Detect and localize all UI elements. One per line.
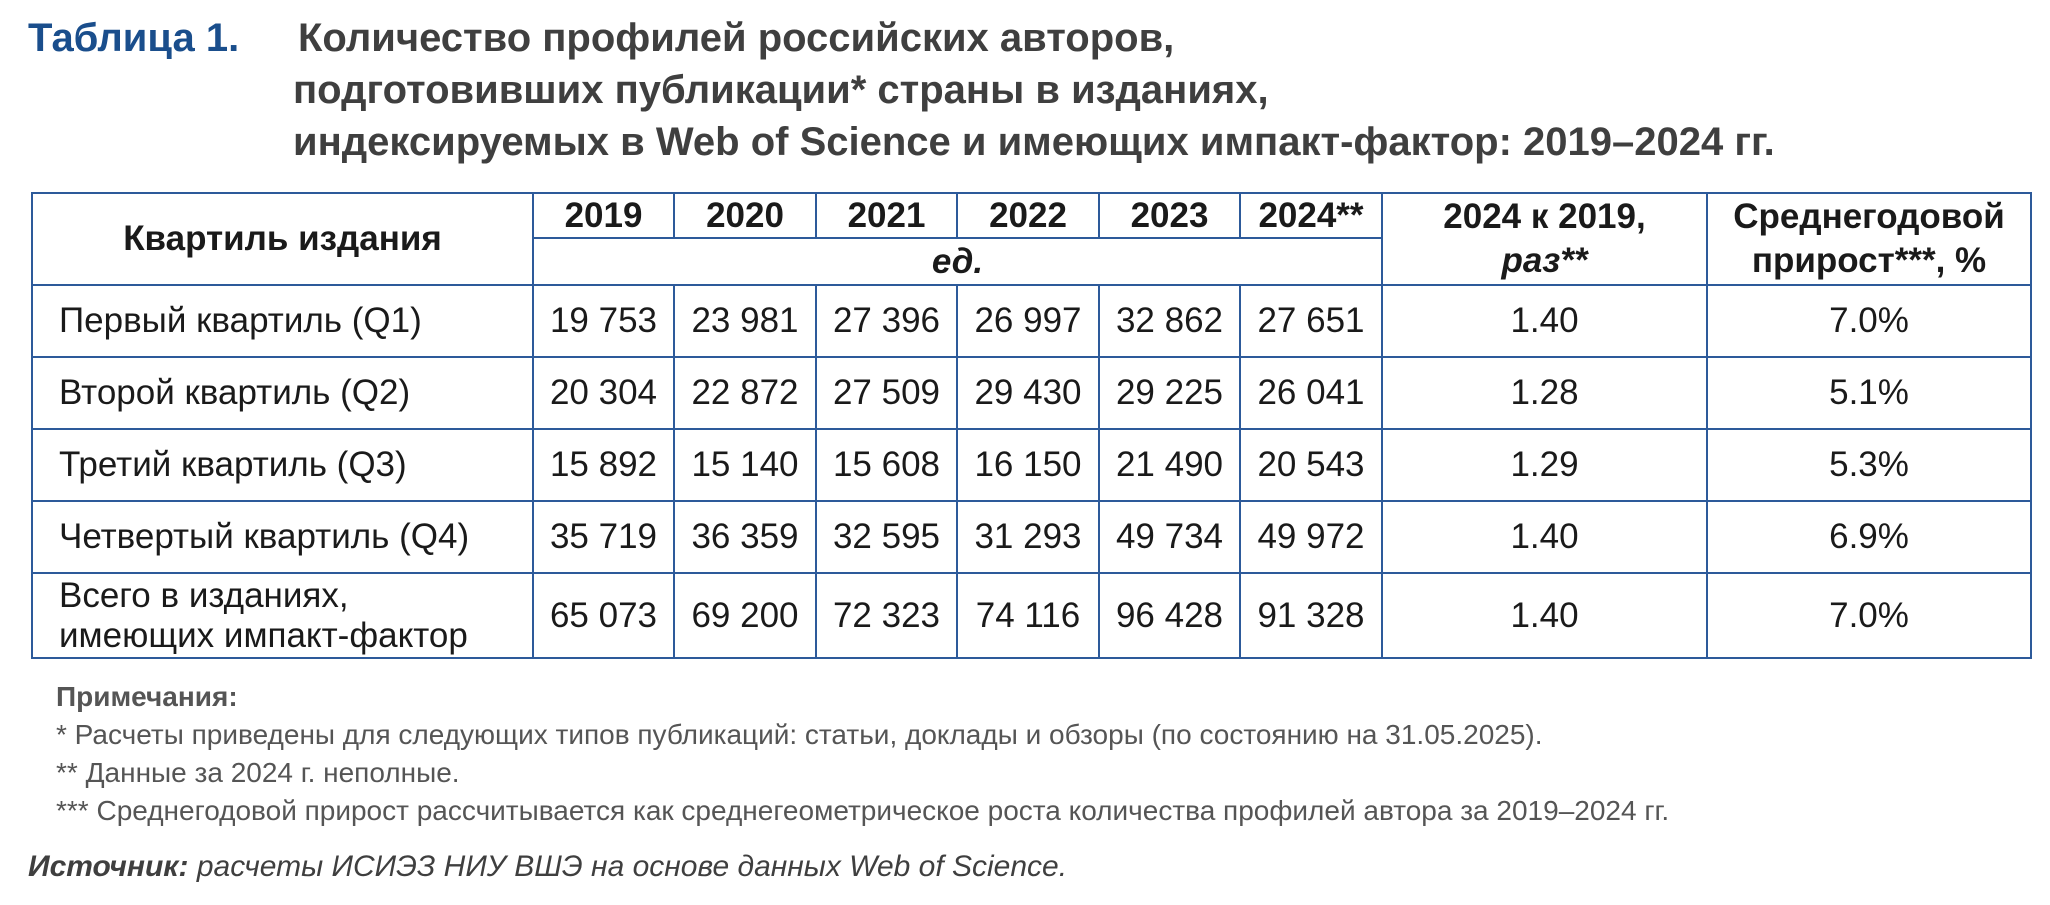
title-line-3 — [28, 116, 2028, 168]
cell-value: 16 150 — [957, 429, 1099, 501]
cell-value: 69 200 — [674, 573, 816, 658]
header-ratio — [1382, 193, 1707, 285]
cell-growth: 7.0% — [1707, 573, 2031, 658]
cell-value: 35 719 — [533, 501, 674, 573]
notes-title: Примечания: — [56, 681, 238, 712]
row-label: Второй квартиль (Q2) — [32, 357, 533, 429]
cell-value: 72 323 — [816, 573, 957, 658]
total-label-line1: Всего в изданиях, — [59, 575, 349, 615]
total-label-line2: имеющих импакт-фактор — [59, 615, 468, 655]
cell-value: 74 116 — [957, 573, 1099, 658]
source-text: расчеты ИСИЭЗ НИУ ВШЭ на основе данных Web of Science. — [188, 850, 1068, 883]
cell-value: 32 595 — [816, 501, 957, 573]
table-title — [28, 12, 2028, 168]
cell-value: 32 862 — [1099, 285, 1240, 357]
header-ratio-line1: 2024 к 2019, — [1443, 197, 1646, 236]
header-year-2024: 2024** — [1240, 193, 1382, 238]
row-label: Третий квартиль (Q3) — [32, 429, 533, 501]
cell-value: 36 359 — [674, 501, 816, 573]
cell-value: 29 225 — [1099, 357, 1240, 429]
title-text-1: Количество профилей российских авторов, — [298, 16, 1175, 60]
cell-value: 26 041 — [1240, 357, 1382, 429]
title-label: Таблица 1. — [28, 16, 240, 60]
cell-value: 29 430 — [957, 357, 1099, 429]
cell-value: 15 892 — [533, 429, 674, 501]
title-line-1 — [28, 12, 2028, 64]
cell-value: 15 140 — [674, 429, 816, 501]
header-row-years — [32, 193, 2031, 238]
header-year-2021: 2021 — [816, 193, 957, 238]
cell-ratio: 1.40 — [1382, 501, 1707, 573]
table-row — [32, 501, 2031, 573]
title-text-3: индексируемых в Web of Science и имеющих импакт-фактор: 2019–2024 гг. — [293, 120, 1775, 164]
cell-value: 49 734 — [1099, 501, 1240, 573]
cell-ratio: 1.40 — [1382, 573, 1707, 658]
title-text-2: подготовивших публикации* страны в изданиях, — [293, 68, 1269, 112]
row-label: Первый квартиль (Q1) — [32, 285, 533, 357]
header-quartile: Квартиль издания — [32, 193, 533, 285]
notes-block — [56, 678, 1669, 830]
cell-value: 15 608 — [816, 429, 957, 501]
cell-ratio: 1.40 — [1382, 285, 1707, 357]
table-row — [32, 357, 2031, 429]
cell-value: 27 651 — [1240, 285, 1382, 357]
table-row — [32, 429, 2031, 501]
header-year-2020: 2020 — [674, 193, 816, 238]
cell-value: 27 509 — [816, 357, 957, 429]
header-year-2023: 2023 — [1099, 193, 1240, 238]
header-year-2022: 2022 — [957, 193, 1099, 238]
note-item: *** Среднегодовой прирост рассчитывается как среднегеометрическое роста количества профилей автора за 2019–2024 гг. — [56, 795, 1670, 826]
cell-value: 23 981 — [674, 285, 816, 357]
note-item: ** Данные за 2024 г. неполные. — [56, 757, 460, 788]
cell-value: 22 872 — [674, 357, 816, 429]
cell-value: 20 543 — [1240, 429, 1382, 501]
cell-value: 31 293 — [957, 501, 1099, 573]
cell-value: 96 428 — [1099, 573, 1240, 658]
header-growth-line2: прирост***, % — [1751, 241, 1987, 280]
header-growth — [1707, 193, 2031, 285]
table-row — [32, 285, 2031, 357]
note-item: * Расчеты приведены для следующих типов публикаций: статьи, доклады и обзоры (по состоянию на 31.05.2025). — [56, 719, 1543, 750]
cell-value: 26 997 — [957, 285, 1099, 357]
cell-growth: 5.1% — [1707, 357, 2031, 429]
cell-value: 27 396 — [816, 285, 957, 357]
cell-growth: 5.3% — [1707, 429, 2031, 501]
header-year-2019: 2019 — [533, 193, 674, 238]
cell-growth: 6.9% — [1707, 501, 2031, 573]
cell-growth: 7.0% — [1707, 285, 2031, 357]
cell-ratio: 1.28 — [1382, 357, 1707, 429]
source-line — [28, 850, 1067, 884]
title-line-2 — [28, 64, 2028, 116]
cell-value: 19 753 — [533, 285, 674, 357]
cell-value: 49 972 — [1240, 501, 1382, 573]
cell-value: 65 073 — [533, 573, 674, 658]
header-unit: ед. — [533, 238, 1382, 285]
total-label — [32, 573, 533, 658]
source-label: Источник: — [28, 850, 189, 883]
cell-value: 20 304 — [533, 357, 674, 429]
row-label: Четвертый квартиль (Q4) — [32, 501, 533, 573]
table-row-total — [32, 573, 2031, 658]
header-ratio-line2: раз** — [1501, 241, 1588, 280]
cell-ratio: 1.29 — [1382, 429, 1707, 501]
header-growth-line1: Среднегодовой — [1733, 197, 2005, 236]
cell-value: 21 490 — [1099, 429, 1240, 501]
data-table — [31, 192, 2032, 659]
cell-value: 91 328 — [1240, 573, 1382, 658]
